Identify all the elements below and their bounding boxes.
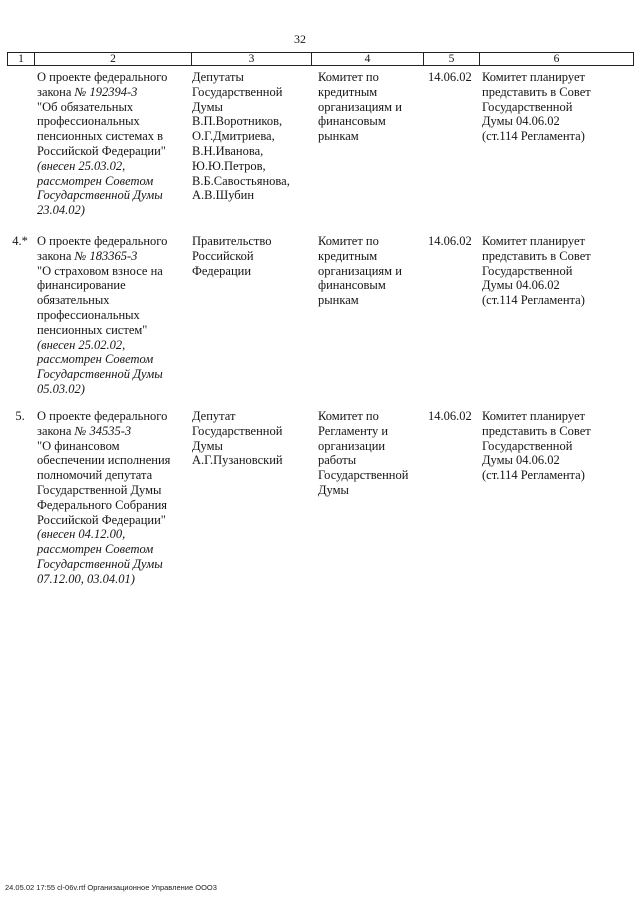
project-title-line: Российской Федерации" <box>37 143 166 158</box>
project-note-line: рассмотрен Советом <box>37 173 154 188</box>
committee-line: Государственной <box>318 468 409 483</box>
project-intro: О проекте федерального <box>37 234 168 248</box>
plan-cell <box>482 234 632 308</box>
date-value: 14.06.02 <box>428 409 472 423</box>
project-title-line: пенсионных систем" <box>37 322 148 337</box>
initiator-line: Думы <box>192 438 223 453</box>
committee-line: организациям и <box>318 99 402 114</box>
law-word: закона <box>37 84 72 99</box>
plan-line: Думы 04.06.02 <box>482 453 560 468</box>
initiator-line: В.Б.Савостьянова, <box>192 173 290 188</box>
initiator-line: Депутат <box>192 409 236 423</box>
project-title-line: Российской Федерации" <box>37 512 166 527</box>
law-number-line <box>37 424 189 439</box>
initiator-line: А.Г.Пузановский <box>192 453 283 468</box>
law-word: закона <box>37 423 72 438</box>
initiator-line: Государственной <box>192 423 283 438</box>
project-title-line: "О страховом взносе на <box>37 263 163 278</box>
plan-line: Комитет планирует <box>482 409 585 423</box>
plan-line: Государственной <box>482 263 573 278</box>
law-number: № 183365-3 <box>74 248 138 263</box>
date-value: 14.06.02 <box>428 234 472 248</box>
plan-line: представить в Совет <box>482 248 591 263</box>
committee-line: Регламенту и <box>318 423 389 438</box>
project-title-line: финансирование <box>37 278 126 293</box>
plan-line: (ст.114 Регламента) <box>482 129 585 144</box>
initiator-line: Российской <box>192 248 254 263</box>
plan-line: Комитет планирует <box>482 70 585 84</box>
project-title-line: "О финансовом <box>37 438 120 453</box>
plan-cell <box>482 70 632 144</box>
row-number <box>8 234 32 249</box>
initiator-line: Депутаты <box>192 70 244 84</box>
project-title-line: Государственной Думы <box>37 482 162 497</box>
plan-line: Думы 04.06.02 <box>482 278 560 293</box>
page-footer: 24.05.02 17:55 cl-06v.rtf Организационное Управление ООО3 <box>5 883 217 892</box>
committee-line: организации <box>318 438 386 453</box>
row-number-value: 5. <box>15 409 25 423</box>
project-note-line: рассмотрен Советом <box>37 542 154 557</box>
plan-line: представить в Совет <box>482 423 591 438</box>
plan-line: Комитет планирует <box>482 234 585 248</box>
project-title-line: "Об обязательных <box>37 99 134 114</box>
initiator-cell <box>192 409 308 468</box>
plan-cell <box>482 409 632 483</box>
initiator-line: Ю.Ю.Петров, <box>192 158 266 173</box>
committee-cell <box>318 409 422 498</box>
law-number: № 192394-3 <box>74 84 138 99</box>
committee-line: кредитным <box>318 248 378 263</box>
plan-line: представить в Совет <box>482 84 591 99</box>
row-number-value: 4.* <box>12 234 28 248</box>
committee-line: Думы <box>318 482 349 497</box>
project-intro: О проекте федерального <box>37 70 168 84</box>
plan-line: (ст.114 Регламента) <box>482 293 585 308</box>
header-col-5: 5 <box>423 53 479 65</box>
header-col-1: 1 <box>18 53 24 65</box>
initiator-cell <box>192 234 308 278</box>
project-note-line: (внесен 25.03.02, <box>37 158 126 173</box>
plan-line: Думы 04.06.02 <box>482 114 560 129</box>
initiator-cell <box>192 70 308 203</box>
initiator-line: А.В.Шубин <box>192 188 255 203</box>
law-number: № 34535-3 <box>74 423 132 438</box>
project-title-line: профессиональных <box>37 114 140 129</box>
date-cell <box>428 234 478 249</box>
committee-line: Комитет по <box>318 70 379 84</box>
committee-line: Комитет по <box>318 409 379 423</box>
project-note-line: 05.03.02) <box>37 381 85 396</box>
project-cell <box>37 409 189 587</box>
date-cell <box>428 70 478 85</box>
project-title-line: обеспечении исполнения <box>37 453 171 468</box>
header-col-6: 6 <box>479 53 633 65</box>
page-number: 32 <box>294 32 306 46</box>
row-number <box>8 409 32 424</box>
committee-cell <box>318 234 422 308</box>
initiator-line: В.П.Воротников, <box>192 114 283 129</box>
date-cell <box>428 409 478 424</box>
project-title-line: профессиональных <box>37 307 140 322</box>
plan-line: (ст.114 Регламента) <box>482 468 585 483</box>
table-header-row <box>7 52 634 66</box>
initiator-line: В.Н.Иванова, <box>192 143 264 158</box>
committee-line: финансовым <box>318 278 386 293</box>
project-title-line: обязательных <box>37 293 110 308</box>
project-cell <box>37 234 189 397</box>
law-number-line <box>37 85 189 100</box>
initiator-line: Правительство <box>192 234 272 248</box>
committee-line: рынкам <box>318 129 359 144</box>
date-value: 14.06.02 <box>428 70 472 84</box>
project-note-line: 23.04.02) <box>37 203 85 218</box>
project-title-line: пенсионных системах в <box>37 129 164 144</box>
initiator-line: Государственной <box>192 84 283 99</box>
law-word: закона <box>37 248 72 263</box>
project-cell <box>37 70 189 218</box>
initiator-line: Думы <box>192 99 223 114</box>
header-col-3: 3 <box>191 53 311 65</box>
committee-line: рынкам <box>318 293 359 308</box>
committee-line: финансовым <box>318 114 386 129</box>
project-note-line: Государственной Думы <box>37 367 163 382</box>
header-col-2: 2 <box>34 53 191 65</box>
initiator-line: Федерации <box>192 263 252 278</box>
committee-cell <box>318 70 422 144</box>
plan-line: Государственной <box>482 438 573 453</box>
law-number-line <box>37 249 189 264</box>
project-note-line: Государственной Думы <box>37 188 163 203</box>
header-col-4: 4 <box>311 53 423 65</box>
project-title-line: полномочий депутата <box>37 468 153 483</box>
project-note-line: рассмотрен Советом <box>37 352 154 367</box>
committee-line: работы <box>318 453 357 468</box>
committee-line: организациям и <box>318 263 402 278</box>
project-note-line: 07.12.00, 03.04.01) <box>37 571 135 586</box>
project-note-line: (внесен 25.02.02, <box>37 337 126 352</box>
plan-line: Государственной <box>482 99 573 114</box>
project-title-line: Федерального Собрания <box>37 497 168 512</box>
project-note-line: (внесен 04.12.00, <box>37 527 126 542</box>
project-intro: О проекте федерального <box>37 409 168 423</box>
project-note-line: Государственной Думы <box>37 556 163 571</box>
committee-line: кредитным <box>318 84 378 99</box>
committee-line: Комитет по <box>318 234 379 248</box>
initiator-line: О.Г.Дмитриева, <box>192 129 275 144</box>
